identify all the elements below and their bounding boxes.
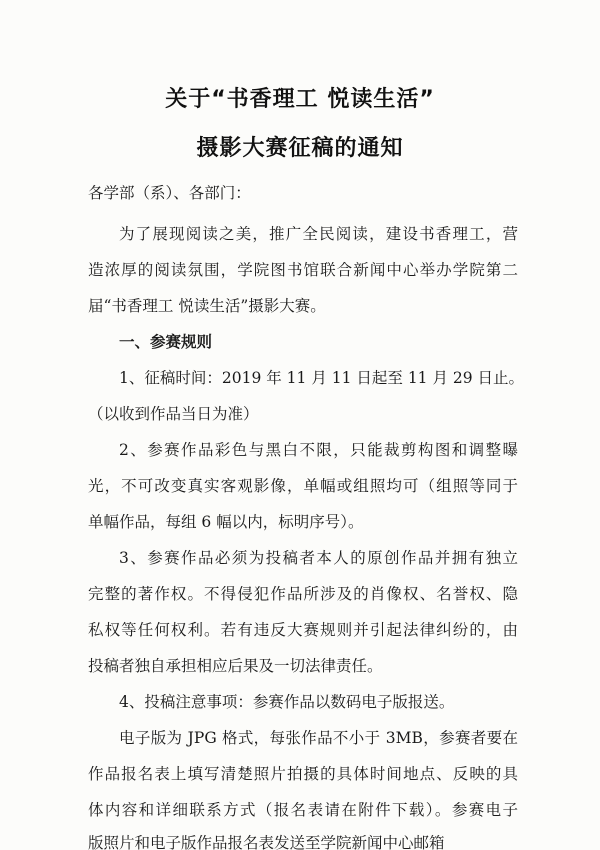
paragraph-line: （以收到作品当日为准）	[88, 405, 259, 423]
paragraph-line: 完整的著作权。不得侵犯作品所涉及的肖像权、名誉权、隐	[88, 585, 518, 603]
paragraph-line: 投稿者独自承担相应后果及一切法律责任。	[88, 657, 383, 675]
title-line-2: 摄影大赛征稿的通知	[196, 136, 404, 161]
paragraph-line: 造浓厚的阅读氛围，学院图书馆联合新闻中心举办学院第二	[88, 261, 518, 279]
paragraph-line: 届“书香理工 悦读生活”摄影大赛。	[88, 297, 326, 315]
paragraph-line: 单幅作品，每组 6 幅以内，标明序号）。	[88, 513, 364, 531]
paragraph-line: 版照片和电子版作品报名表发送至学院新闻中心邮箱	[88, 834, 445, 850]
paragraph-line: 光，不可改变真实客观影像，单幅或组照均可（组照等同于	[88, 477, 518, 495]
paragraph-line: 电子版为 JPG 格式，每张作品不小于 3MB，参赛者要在	[119, 729, 518, 747]
paragraph-line: 作品报名表上填写清楚照片拍摄的具体时间地点、反映的具	[88, 765, 518, 783]
paragraph-line: 1、征稿时间：2019 年 11 月 11 日起至 11 月 29 日止。	[119, 369, 525, 387]
paragraph-line: 私权等任何权利。若有违反大赛规则并引起法律纠纷的，由	[88, 621, 518, 639]
paragraph-line: 体内容和详细联系方式（报名表请在附件下载）。参赛电子	[88, 801, 518, 819]
section-heading: 一、参赛规则	[119, 332, 213, 351]
paragraph-line: 2、参赛作品彩色与黑白不限，只能裁剪构图和调整曝	[119, 441, 518, 459]
salutation: 各学部（系）、各部门：	[88, 184, 251, 202]
title-line-1: 关于“书香理工 悦读生活”	[165, 87, 435, 112]
paragraph-line: 为了展现阅读之美，推广全民阅读，建设书香理工，营	[119, 225, 518, 243]
paragraph-line: 3、参赛作品必须为投稿者本人的原创作品并拥有独立	[119, 549, 518, 567]
paragraph-line: 4、投稿注意事项：参赛作品以数码电子版报送。	[119, 693, 455, 711]
